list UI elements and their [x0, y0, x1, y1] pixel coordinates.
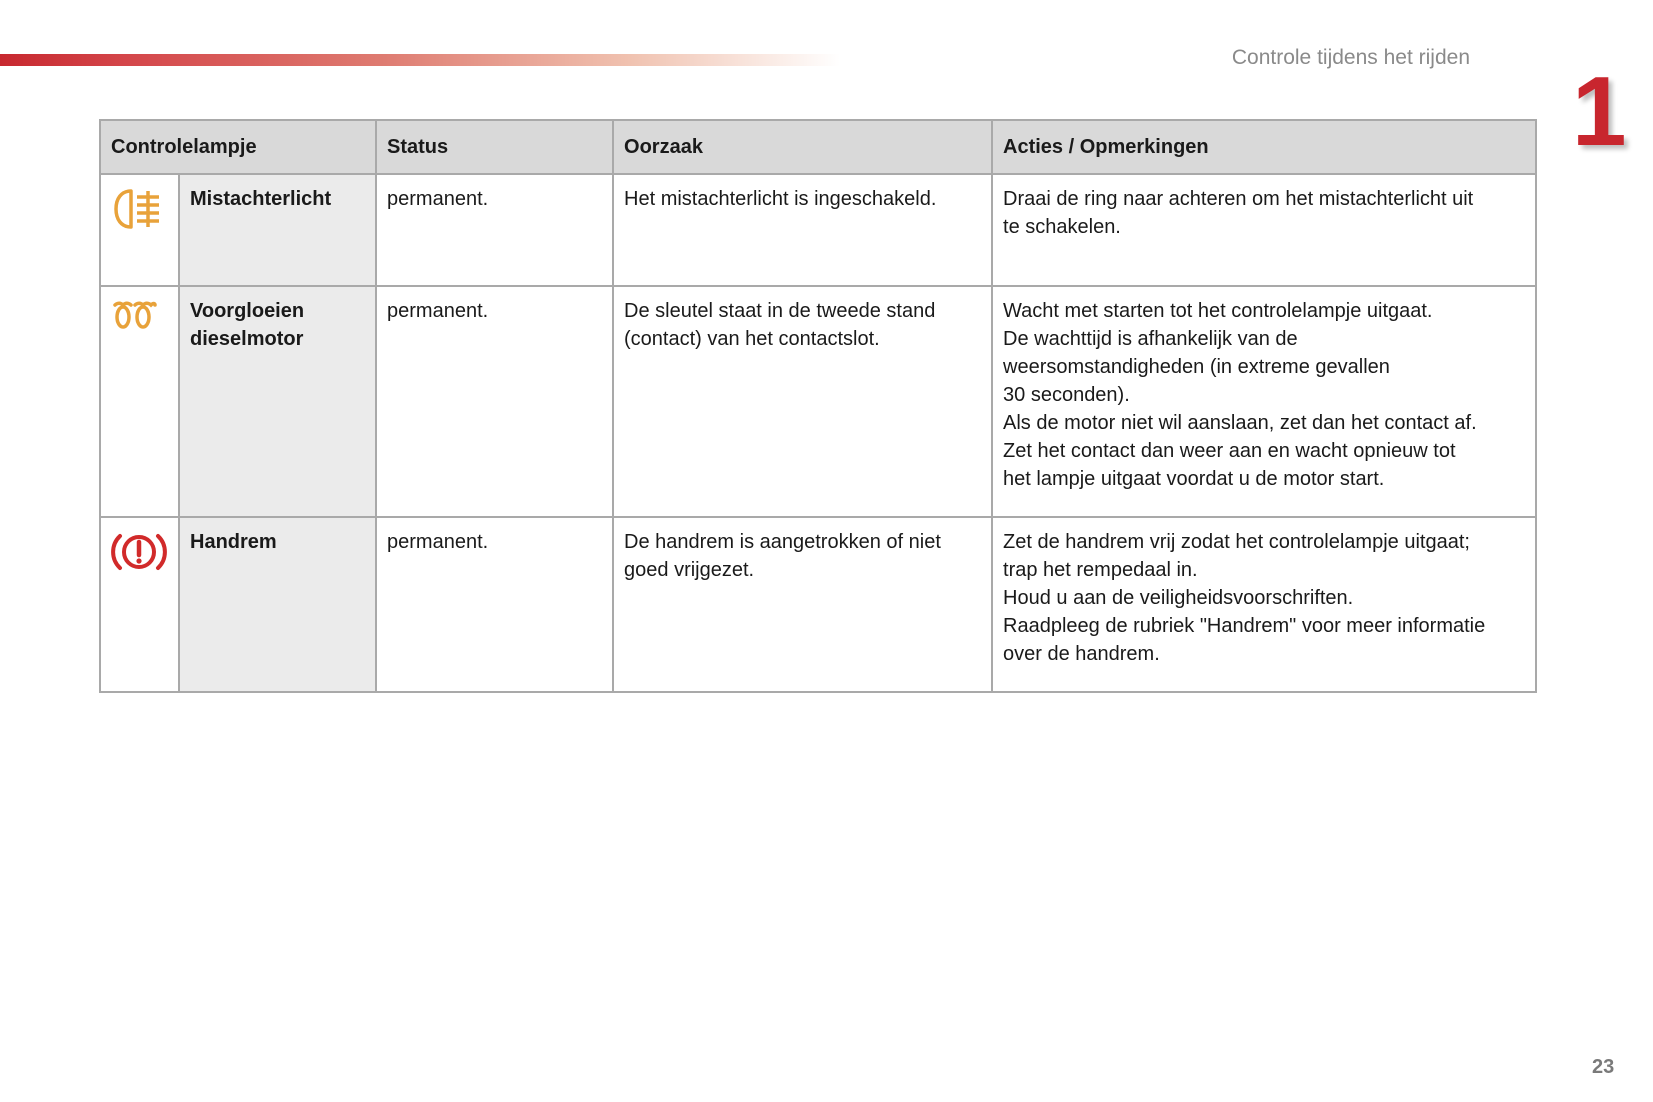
status-text: permanent.	[387, 531, 489, 553]
light-name: Handrem	[190, 531, 277, 553]
table-row	[100, 174, 1536, 286]
icon-cell	[100, 286, 179, 517]
cause-text: (contact) van het contactslot.	[624, 328, 880, 350]
glow-plug-icon	[111, 297, 159, 333]
cause-text: Het mistachterlicht is ingeschakeld.	[624, 188, 937, 210]
action-text: Als de motor niet wil aanslaan, zet dan het contact af.	[1003, 412, 1477, 434]
icon-cell	[100, 517, 179, 692]
action-text: te schakelen.	[1003, 216, 1121, 238]
action-text: Draai de ring naar achteren om het mistachterlicht uit	[1003, 188, 1474, 210]
light-name-cell	[179, 517, 376, 692]
action-text: het lampje uitgaat voordat u de motor start.	[1003, 468, 1385, 490]
action-cell	[992, 286, 1536, 517]
status-cell	[376, 286, 613, 517]
action-text: Raadpleeg de rubriek "Handrem" voor meer informatie	[1003, 615, 1486, 637]
table-row	[100, 517, 1536, 692]
action-text: De wachttijd is afhankelijk van de	[1003, 328, 1298, 350]
light-name: Mistachterlicht	[190, 188, 332, 210]
light-name-cell	[179, 286, 376, 517]
cause-text: De sleutel staat in de tweede stand	[624, 300, 936, 322]
action-text: Zet het contact dan weer aan en wacht opnieuw tot	[1003, 440, 1456, 462]
cause-cell	[613, 174, 992, 286]
action-text: Houd u aan de veiligheidsvoorschriften.	[1003, 587, 1354, 609]
status-cell	[376, 174, 613, 286]
status-text: permanent.	[387, 188, 489, 210]
column-header: Controlelampje	[100, 120, 376, 174]
table-header-row	[100, 120, 1536, 174]
cause-cell	[613, 286, 992, 517]
light-name: dieselmotor	[190, 328, 304, 350]
action-cell	[992, 517, 1536, 692]
header-accent-bar	[0, 54, 840, 66]
light-name: Voorgloeien	[190, 300, 305, 322]
rear-fog-light-icon	[111, 185, 163, 233]
light-name-cell	[179, 174, 376, 286]
table-row	[100, 286, 1536, 517]
cause-text: De handrem is aangetrokken of niet	[624, 531, 941, 553]
cause-text: goed vrijgezet.	[624, 559, 755, 581]
action-text: 30 seconden).	[1003, 384, 1130, 406]
icon-cell	[100, 174, 179, 286]
page-number: 23	[1592, 1056, 1615, 1078]
status-cell	[376, 517, 613, 692]
column-header: Status	[376, 120, 613, 174]
action-text: over de handrem.	[1003, 643, 1160, 665]
action-text: weersomstandigheden (in extreme gevallen	[1003, 356, 1390, 378]
action-text: Wacht met starten tot het controlelampje uitgaat.	[1003, 300, 1433, 322]
column-header: Acties / Opmerkingen	[992, 120, 1536, 174]
section-title: Controle tijdens het rijden	[1231, 46, 1470, 69]
action-text: Zet de handrem vrij zodat het controlelampje uitgaat;	[1003, 531, 1470, 553]
status-text: permanent.	[387, 300, 489, 322]
action-text: trap het rempedaal in.	[1003, 559, 1198, 581]
warning-lights-table	[99, 119, 1537, 693]
parking-brake-icon	[111, 528, 167, 576]
cause-cell	[613, 517, 992, 692]
column-header: Oorzaak	[613, 120, 992, 174]
action-cell	[992, 174, 1536, 286]
chapter-number: 1	[1572, 56, 1627, 166]
